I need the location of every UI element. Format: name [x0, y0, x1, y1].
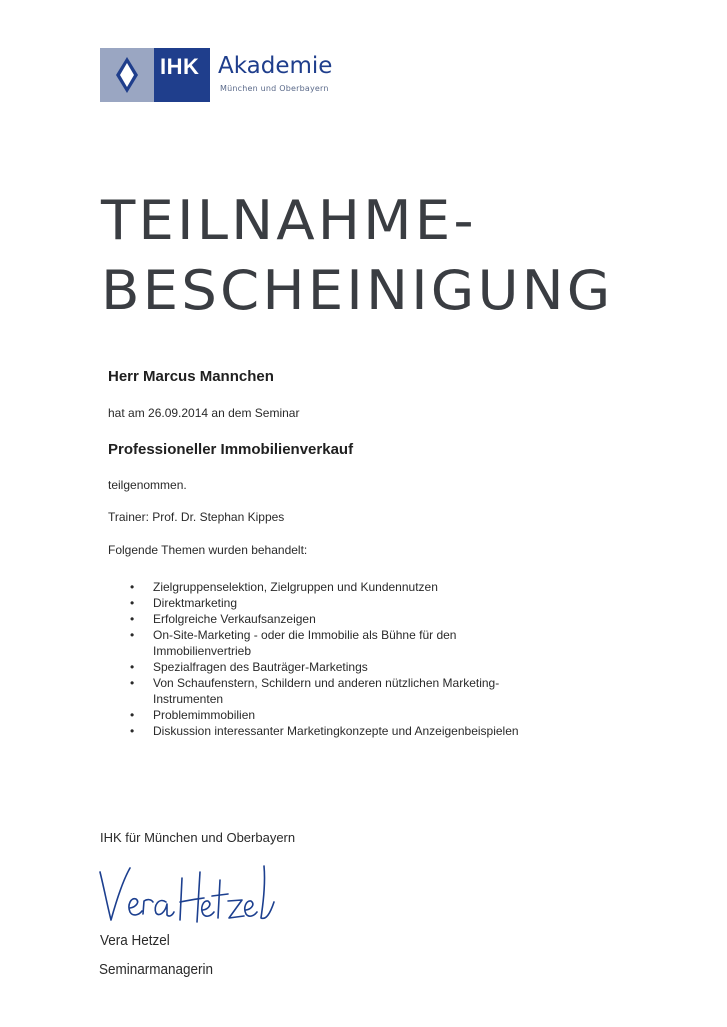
bullet-icon: •: [130, 708, 135, 722]
ihk-akademie-logo: [100, 48, 332, 102]
list-item: [108, 707, 533, 723]
bullet-icon: •: [130, 612, 135, 626]
topic-text: Spezialfragen des Bauträger-Marketings: [153, 660, 368, 674]
topic-text: Von Schaufenstern, Schildern und anderen nützlichen Marketing-Instrumenten: [153, 676, 500, 706]
list-item: [108, 659, 533, 675]
seminar-date-text: hat am 26.09.2014 an dem Seminar: [108, 406, 300, 420]
bullet-icon: •: [130, 596, 135, 610]
topic-text: Zielgruppenselektion, Zielgruppen und Kundennutzen: [153, 580, 438, 594]
list-item: [108, 675, 533, 707]
logo-brand: IHK: [154, 48, 210, 102]
title-line-1: TEILNAHME-: [101, 189, 477, 252]
topic-text: Direktmarketing: [153, 596, 238, 610]
topic-text: Problemimmobilien: [153, 708, 256, 722]
bullet-icon: •: [130, 660, 135, 674]
bullet-icon: •: [130, 676, 135, 690]
topic-text: On-Site-Marketing - oder die Immobilie als Bühne für den Immobilienvertrieb: [153, 628, 457, 658]
list-item: [108, 723, 533, 739]
certificate-body: [108, 366, 628, 739]
bullet-icon: •: [130, 628, 135, 642]
topics-intro: Folgende Themen wurden behandelt:: [108, 543, 308, 557]
signer-name: Vera Hetzel: [100, 932, 170, 949]
bullet-icon: •: [130, 580, 135, 594]
trainer-text: Trainer: Prof. Dr. Stephan Kippes: [108, 510, 285, 524]
logo-region: München und Oberbayern: [220, 84, 329, 93]
topic-text: Erfolgreiche Verkaufsanzeigen: [153, 612, 316, 626]
list-item: [108, 611, 533, 627]
list-item: [108, 627, 533, 659]
issuer-name: IHK für München und Oberbayern: [100, 830, 296, 845]
logo-name: Akademie: [218, 53, 333, 79]
seminar-title: Professioneller Immobilienverkauf: [108, 441, 354, 458]
title-line-2: BESCHEINIGUNG: [101, 259, 614, 322]
topic-text: Diskussion interessanter Marketingkonzepte und Anzeigenbeispielen: [153, 724, 519, 738]
handwritten-signature: [96, 858, 286, 938]
participated-text: teilgenommen.: [108, 478, 187, 492]
ihk-diamond-icon: [100, 48, 154, 102]
list-item: [108, 595, 533, 611]
certificate-title: [101, 186, 613, 326]
topics-list: [108, 579, 628, 739]
recipient-name: Herr Marcus Mannchen: [108, 368, 274, 385]
list-item: [108, 579, 533, 595]
logo-text: [218, 48, 332, 102]
signer-role: Seminarmanagerin: [99, 961, 214, 978]
bullet-icon: •: [130, 724, 135, 738]
